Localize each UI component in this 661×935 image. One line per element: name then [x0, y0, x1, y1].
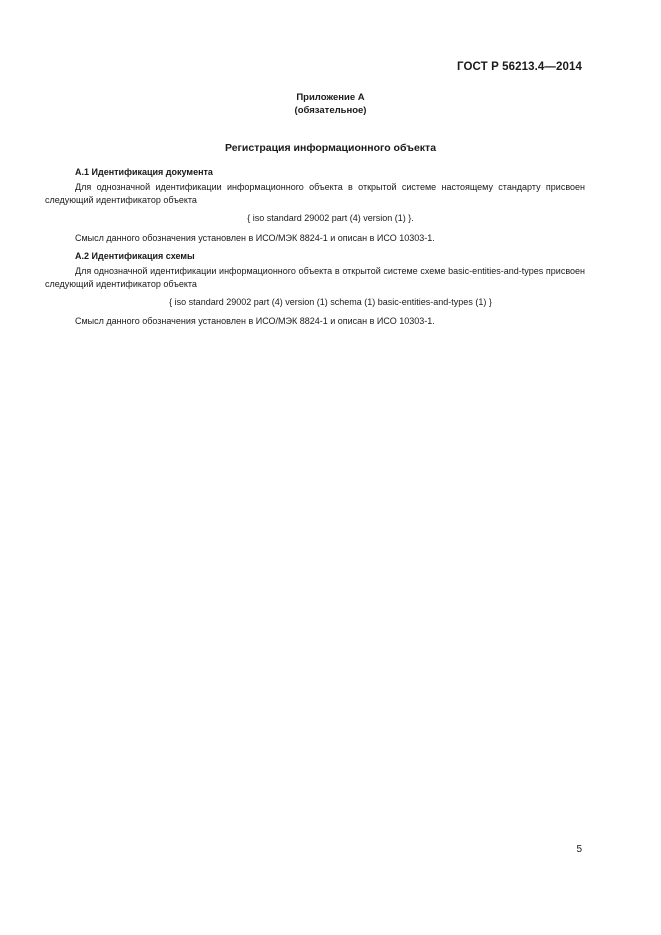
annex-heading	[0, 91, 661, 117]
section-a2-note: Смысл данного обозначения установлен в ИСО/МЭК 8824-1 и описан в ИСО 10303-1.	[75, 316, 435, 326]
section-a1-note: Смысл данного обозначения установлен в ИСО/МЭК 8824-1 и описан в ИСО 10303-1.	[75, 233, 435, 243]
section-a2-identifier: { iso standard 29002 part (4) version (1) schema (1) basic-entities-and-types (1) }	[169, 297, 492, 307]
section-a2-paragraph	[45, 265, 585, 290]
annex-title: Регистрация информационного объекта	[224, 142, 437, 154]
annex-label: Приложение А	[296, 92, 365, 103]
section-a1-paragraph	[45, 181, 585, 206]
standard-number: ГОСТ Р 56213.4—2014	[457, 61, 582, 73]
section-a2-text: Для однозначной идентификации информационного объекта в открытой системе схеме basic-entities-and-types присвоен следующий идентификатор объекта	[45, 266, 585, 289]
section-a1-identifier: { iso standard 29002 part (4) version (1) }.	[247, 213, 414, 223]
annex-status: (обязательное)	[294, 105, 367, 116]
section-a2-heading: А.2 Идентификация схемы	[75, 251, 195, 261]
page-number: 5	[576, 844, 582, 855]
section-a1-text: Для однозначной идентификации информационного объекта в открытой системе настоящему стандарту присвоен следующий идентификатор объекта	[45, 182, 585, 205]
section-a1-heading: А.1 Идентификация документа	[75, 167, 213, 177]
